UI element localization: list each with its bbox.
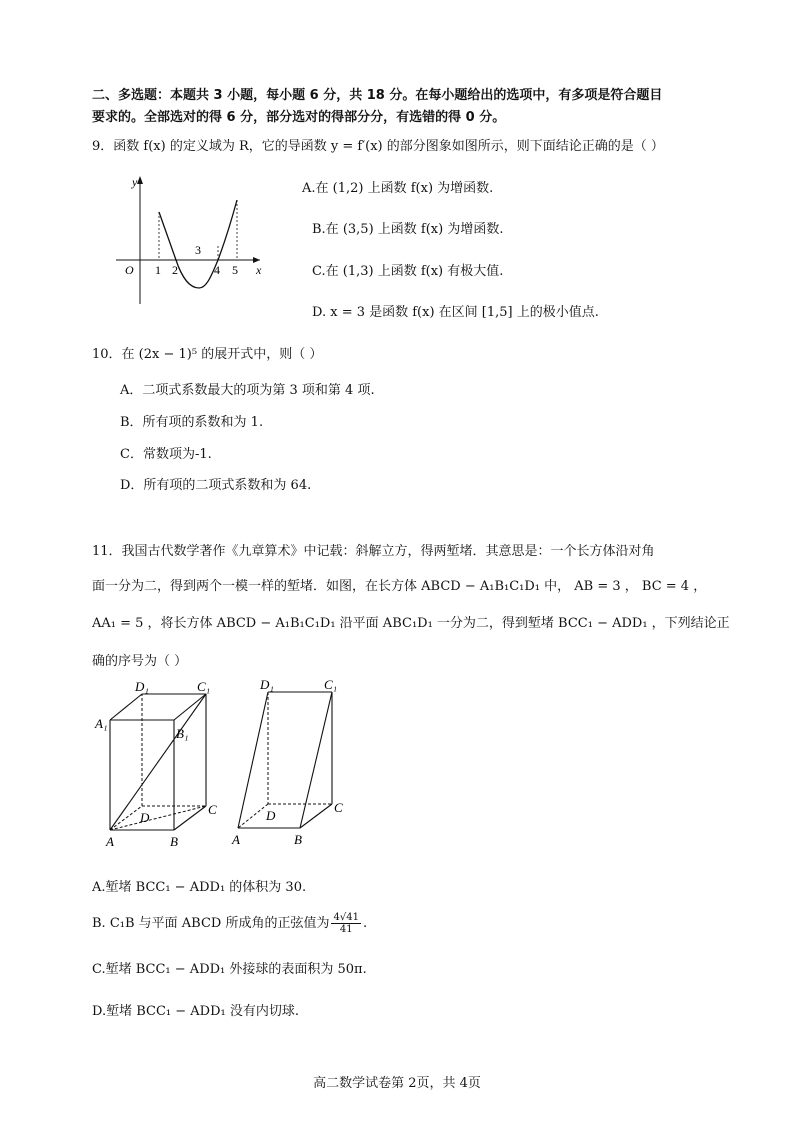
- svg-text:B: B: [294, 832, 302, 847]
- q11-stem-line3: AA₁ = 5 ，将长方体 ABCD − A₁B₁C₁D₁ 沿平面 ABC₁D₁ 一分为二，得到堑堵 BCC₁ − ADD₁ ，下列结论正: [92, 616, 730, 631]
- q9-stem: 9．函数 f(x) 的定义域为 R，它的导函数 y = f′(x) 的部分图象如图所示，则下面结论正确的是（ ）: [92, 139, 664, 154]
- q9-option-b[interactable]: B.在 (3,5) 上函数 f(x) 为增函数.: [312, 222, 504, 237]
- section-header-line1: 二、多选题：本题共 3 小题，每小题 6 分，共 18 分。在每小题给出的选项中，有多项是符合题目: [92, 88, 663, 103]
- q11-stem-line2: 面一分为二，得到两个一模一样的堑堵．如图，在长方体 ABCD − A₁B₁C₁D₁ 中， AB = 3 ， BC = 4 ，: [92, 579, 707, 594]
- origin-label: O: [125, 263, 134, 277]
- q11-option-c[interactable]: C.堑堵 BCC₁ − ADD₁ 外接球的表面积为 50π.: [92, 962, 367, 977]
- q11-stem-line1: 11．我国古代数学著作《九章算术》中记载：斜解立方，得两堑堵．其意思是：一个长方体沿对角: [92, 544, 655, 559]
- page-footer: 高二数学试卷第 2页，共 4页: [313, 1076, 481, 1091]
- section-header-line2: 要求的。全部选对的得 6 分，部分选对的得部分分，有选错的得 0 分。: [92, 110, 506, 125]
- graph-axes: [116, 176, 260, 304]
- q10-option-d[interactable]: D．所有项的二项式系数和为 64.: [120, 478, 312, 493]
- sine-fraction: $\frac{4√41}{41}$: [333, 912, 359, 935]
- q9-option-a[interactable]: A.在 (1,2) 上函数 f(x) 为增函数.: [302, 181, 494, 196]
- svg-text:A: A: [232, 832, 240, 847]
- svg-text:C₁: C₁: [324, 677, 338, 692]
- svg-text:A: A: [106, 834, 114, 849]
- svg-text:C: C: [334, 800, 343, 815]
- q11-figure-qiandu: [228, 676, 368, 858]
- svg-text:C₁: C₁: [197, 679, 211, 694]
- q11-figure-cuboid: [90, 676, 230, 858]
- svg-text:D₁: D₁: [260, 677, 274, 692]
- q11-stem-line4: 确的序号为（ ）: [92, 654, 188, 669]
- svg-text:A₁: A₁: [95, 716, 108, 731]
- svg-text:B₁: B₁: [176, 726, 189, 741]
- tick-4: 4: [214, 263, 220, 277]
- q11-option-d[interactable]: D.堑堵 BCC₁ − ADD₁ 没有内切球.: [92, 1004, 299, 1019]
- q10-option-a[interactable]: A．二项式系数最大的项为第 3 项和第 4 项.: [120, 383, 375, 398]
- svg-text:D₁: D₁: [135, 679, 149, 694]
- y-axis-arrow: [137, 176, 143, 184]
- q9-option-d[interactable]: D. x = 3 是函数 f(x) 在区间 [1,5] 上的极小值点.: [312, 305, 599, 320]
- q11-option-a[interactable]: A.堑堵 BCC₁ − ADD₁ 的体积为 30.: [92, 880, 307, 895]
- tick-3: 3: [195, 243, 201, 257]
- tick-2: 2: [172, 263, 178, 277]
- q9-derivative-graph: [110, 170, 270, 310]
- q11-option-b[interactable]: B. C₁B 与平面 ABCD 所成角的正弦值为 $\frac{4√41}{41}$ .: [92, 912, 368, 935]
- svg-text:C: C: [208, 802, 217, 817]
- y-label: y: [132, 175, 138, 189]
- svg-text:D: D: [266, 808, 276, 823]
- q10-stem: 10．在 (2x − 1)⁵ 的展开式中，则（ ）: [92, 347, 323, 362]
- tick-1: 1: [155, 263, 161, 277]
- tick-5: 5: [232, 263, 238, 277]
- svg-text:B: B: [170, 834, 178, 849]
- q10-option-c[interactable]: C．常数项为-1.: [120, 447, 212, 462]
- q9-option-c[interactable]: C.在 (1,3) 上函数 f(x) 有极大值.: [312, 264, 504, 279]
- svg-text:D: D: [140, 810, 150, 825]
- x-label: x: [256, 263, 262, 277]
- q10-option-b[interactable]: B．所有项的系数和为 1.: [120, 415, 264, 430]
- q11-option-b-text: B. C₁B 与平面 ABCD 所成角的正弦值为: [92, 916, 330, 931]
